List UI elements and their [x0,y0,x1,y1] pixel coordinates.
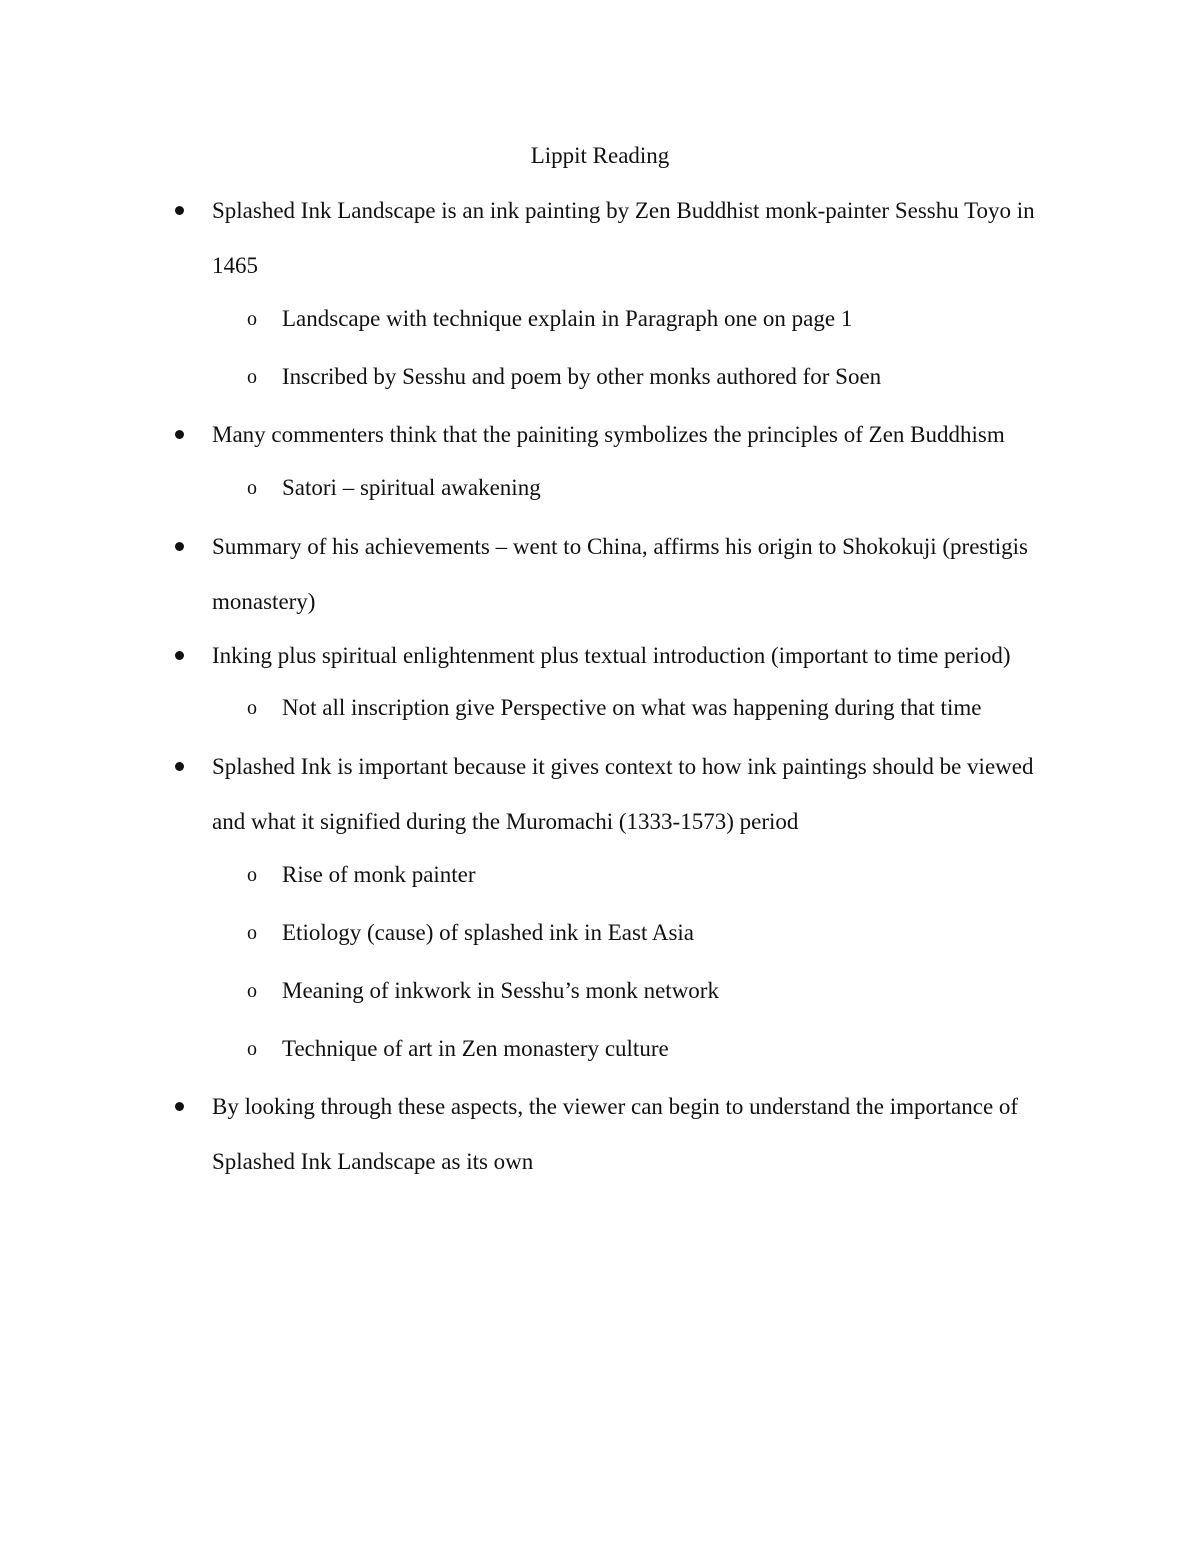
bullet-text: Splashed Ink Landscape is an ink painting by Zen Buddhist monk-painter Sesshu Toyo in 1465 [212,198,1035,278]
bullet-item [212,628,1072,683]
bullet-text: Inking plus spiritual enlightenment plus textual introduction (important to time period) [212,643,1011,668]
sub-bullet-text: Technique of art in Zen monastery culture [282,1036,669,1061]
sub-bullet-text: Not all inscription give Perspective on what was happening during that time [282,695,982,720]
sub-bullet-marker: o [247,864,257,886]
bullet-dot-icon [175,762,184,771]
sub-bullet-item [247,692,1072,724]
sub-bullet-item [247,859,1072,891]
bullet-dot-icon [175,1102,184,1111]
bullet-item [212,407,1072,462]
bullet-text: By looking through these aspects, the viewer can begin to understand the importance of Splashed Ink Landscape as its own [212,1094,1019,1174]
document-title: Lippit Reading [530,143,670,168]
sub-bullet-text: Meaning of inkwork in Sesshu’s monk network [282,978,719,1003]
bullet-item [212,183,1072,293]
sub-bullet-item [247,303,1072,335]
bullet-dot-icon [175,206,184,215]
sub-bullet-marker: o [247,980,257,1002]
sub-bullet-item [247,917,1072,949]
sub-bullet-text: Rise of monk painter [282,862,476,887]
sub-bullet-marker: o [247,922,257,944]
bullet-text: Summary of his achievements – went to China, affirms his origin to Shokokuji (prestigis monastery) [212,534,1028,614]
bullet-dot-icon [175,542,184,551]
sub-bullet-marker: o [247,477,257,499]
bullet-dot-icon [175,430,184,439]
sub-bullet-text: Etiology (cause) of splashed ink in East Asia [282,920,695,945]
sub-bullet-text: Inscribed by Sesshu and poem by other monks authored for Soen [282,364,882,389]
sub-bullet-marker: o [247,366,257,388]
sub-bullet-text: Satori – spiritual awakening [282,475,541,500]
sub-bullet-marker: o [247,308,257,330]
bullet-item [212,739,1072,849]
bullet-item [212,1079,1072,1189]
bullet-item [212,519,1072,629]
sub-bullet-item [247,1033,1072,1065]
sub-bullet-marker: o [247,697,257,719]
sub-bullet-item [247,975,1072,1007]
sub-bullet-marker: o [247,1038,257,1060]
sub-bullet-text: Landscape with technique explain in Paragraph one on page 1 [282,306,853,331]
sub-bullet-item [247,472,1072,504]
bullet-dot-icon [175,651,184,660]
bullet-text: Many commenters think that the painiting symbolizes the principles of Zen Buddhism [212,422,1005,447]
sub-bullet-item [247,361,1072,393]
bullet-text: Splashed Ink is important because it gives context to how ink paintings should be viewed and what it signified during the Muromachi (1333-1573) period [212,754,1034,834]
